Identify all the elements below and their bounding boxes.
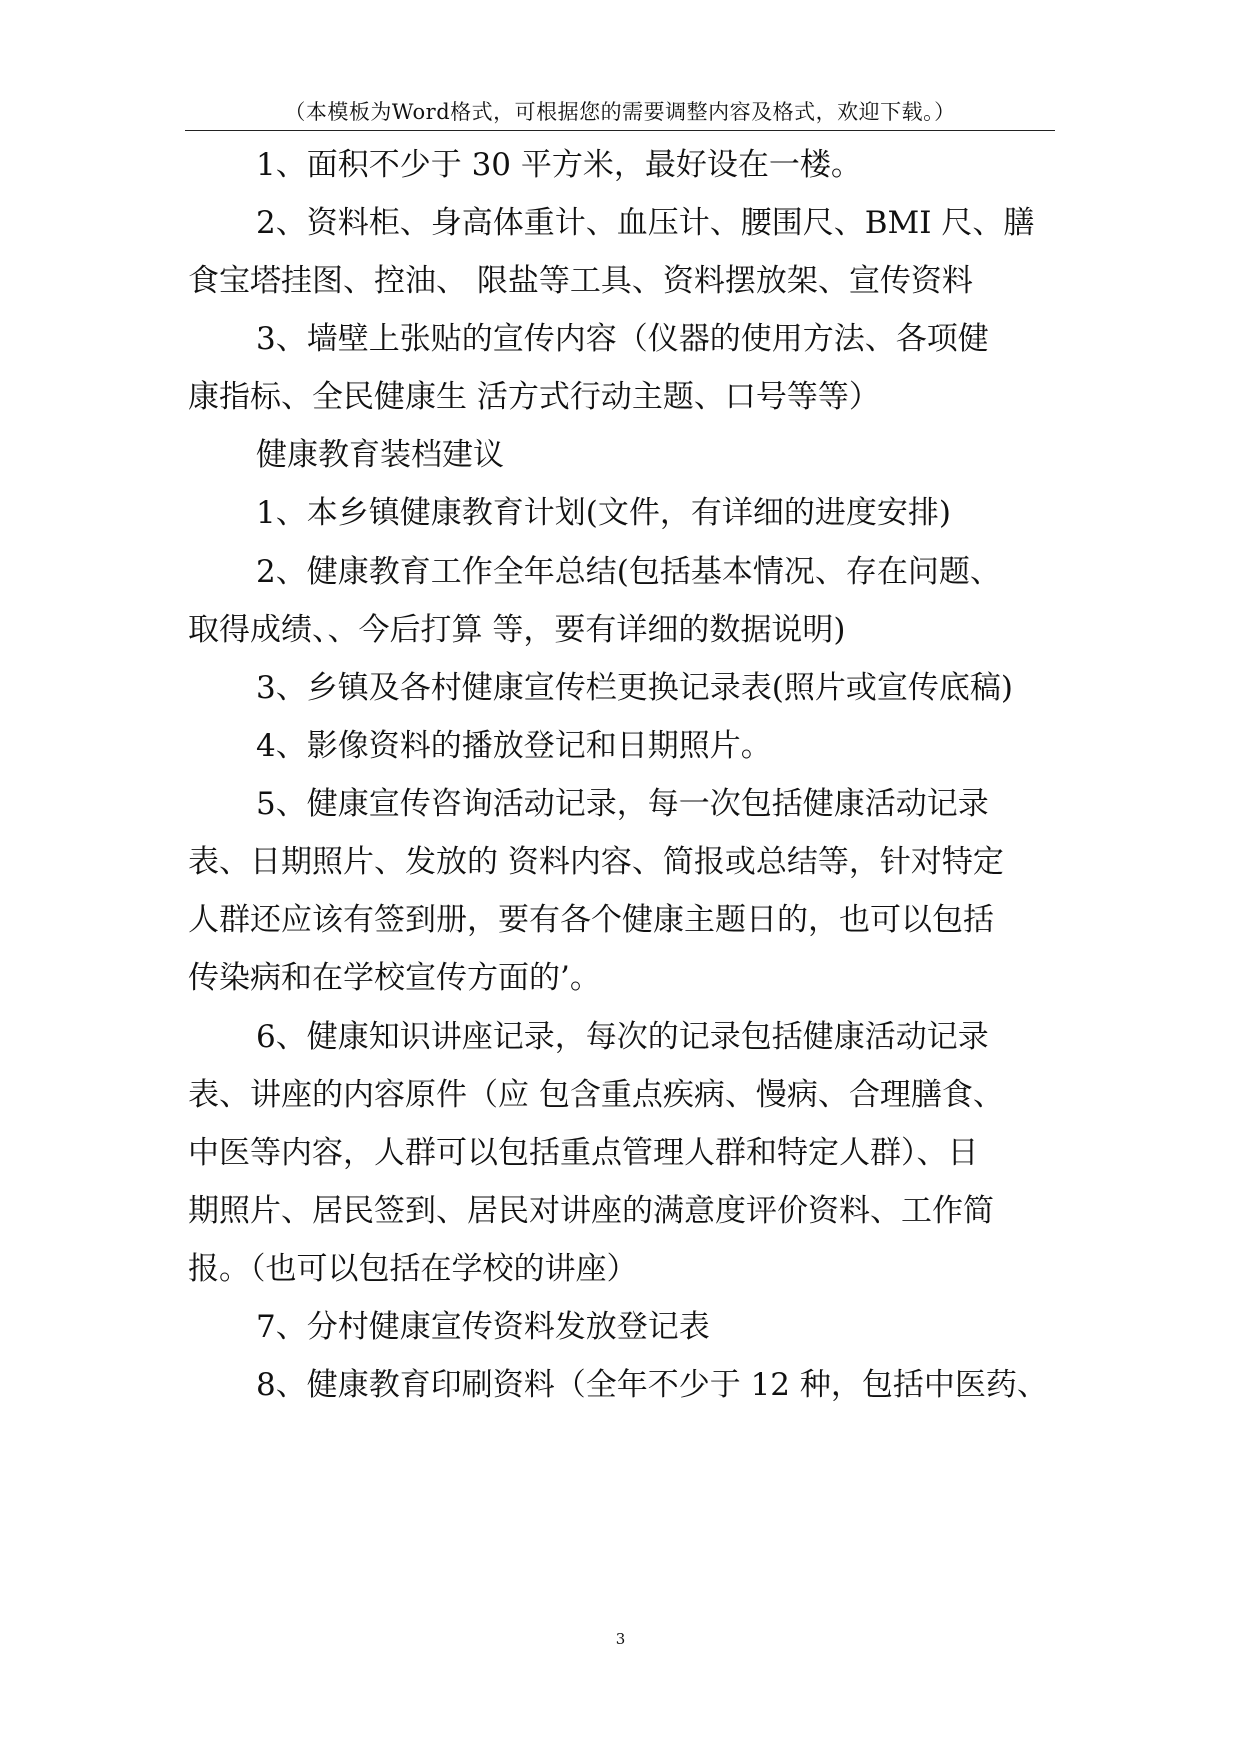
body-line: 3、乡镇及各村健康宣传栏更换记录表(照片或宣传底稿) bbox=[256, 670, 1013, 706]
body-line: 取得成绩、、今后打算 等，要有详细的数据说明) bbox=[188, 612, 846, 648]
body-line: 人群还应该有签到册，要有各个健康主题日的，也可以包括 bbox=[188, 902, 994, 938]
body-line: 1、面积不少于 30 平方米，最好设在一楼。 bbox=[256, 147, 862, 183]
page-header-note: （本模板为Word格式，可根据您的需要调整内容及格式，欢迎下载。） bbox=[284, 100, 956, 124]
body-line: 食宝塔挂图、控油、 限盐等工具、资料摆放架、宣传资料 bbox=[188, 263, 973, 299]
body-line: 8、健康教育印刷资料（全年不少于 12 种，包括中医药、 bbox=[256, 1367, 1048, 1403]
body-line: 1、本乡镇健康教育计划(文件，有详细的进度安排) bbox=[256, 495, 951, 531]
body-line: 4、影像资料的播放登记和日期照片。 bbox=[256, 728, 772, 764]
body-line: 2、健康教育工作全年总结(包括基本情况、存在问题、 bbox=[256, 554, 1001, 590]
body-line: 传染病和在学校宣传方面的’。 bbox=[188, 960, 601, 996]
body-line: 期照片、居民签到、居民对讲座的满意度评价资料、工作简 bbox=[188, 1193, 994, 1229]
body-line: 中医等内容，人群可以包括重点管理人群和特定人群）、日 bbox=[188, 1135, 979, 1171]
section-heading: 健康教育装档建议 bbox=[256, 437, 504, 473]
body-line: 2、资料柜、身高体重计、血压计、腰围尺、BMI 尺、膳 bbox=[256, 205, 1035, 241]
body-line: 表、讲座的内容原件（应 包含重点疾病、慢病、合理膳食、 bbox=[188, 1077, 1004, 1113]
body-line: 6、健康知识讲座记录，每次的记录包括健康活动记录 bbox=[256, 1019, 989, 1055]
body-line: 3、墙壁上张贴的宣传内容（仪器的使用方法、各项健 bbox=[256, 321, 989, 357]
header-divider bbox=[185, 130, 1055, 131]
body-line: 报。（也可以包括在学校的讲座） bbox=[188, 1251, 638, 1287]
body-line: 7、分村健康宣传资料发放登记表 bbox=[256, 1309, 710, 1345]
body-line: 5、健康宣传咨询活动记录，每一次包括健康活动记录 bbox=[256, 786, 989, 822]
body-line: 康指标、全民健康生 活方式行动主题、口号等等） bbox=[188, 379, 880, 415]
page-number: 3 bbox=[615, 1630, 626, 1648]
body-line: 表、日期照片、发放的 资料内容、简报或总结等，针对特定 bbox=[188, 844, 1004, 880]
